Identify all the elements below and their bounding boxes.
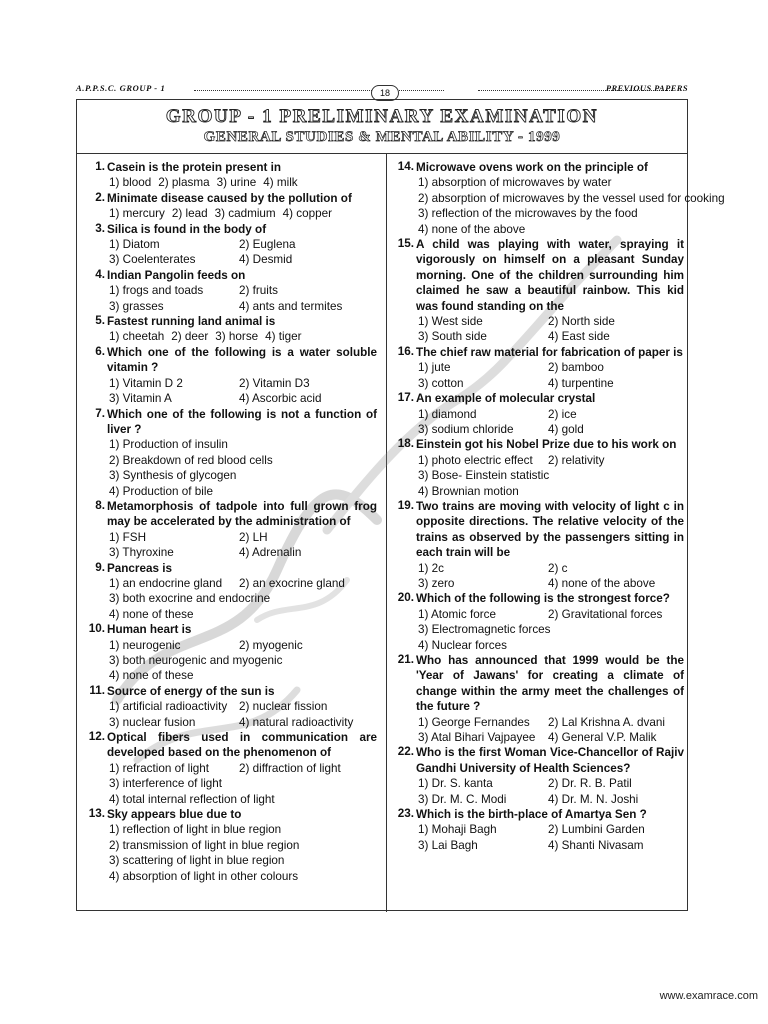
answer-option: 3) nuclear fusion <box>109 715 196 729</box>
options-row <box>83 792 377 807</box>
options-row <box>392 638 684 653</box>
question-text: Who is the first Woman Vice-Chancellor of Rajiv Gandhi University of Health Sciences? <box>416 746 684 775</box>
answer-option: 4) none of the above <box>418 222 526 236</box>
question-number: 20. <box>397 591 414 605</box>
options-row <box>83 175 377 190</box>
options-row <box>83 376 377 391</box>
question-item <box>392 160 725 237</box>
options-row <box>392 484 684 499</box>
right-column <box>392 160 725 853</box>
question-number: 3. <box>95 221 105 235</box>
options-row <box>83 545 377 560</box>
answer-option: 2) deer <box>171 330 209 344</box>
options-row <box>392 191 725 206</box>
answer-option: 4) none of these <box>109 669 194 683</box>
options-row <box>83 252 377 267</box>
question-text: Which one of the following is not a function of liver ? <box>107 407 377 436</box>
answer-option: 2) Gravitational forces <box>548 607 663 621</box>
answer-option: 2) Breakdown of red blood cells <box>109 453 273 467</box>
question-text: Two trains are moving with velocity of light c in opposite directions. The relative velocity of the trains as observed by the passengers sitting in each train will be <box>416 499 684 560</box>
options-row <box>83 453 377 468</box>
question-text: Which is the birth-place of Amartya Sen ? <box>416 808 647 822</box>
question-text: Indian Pangolin feeds on <box>107 268 246 282</box>
answer-option: 3) sodium chloride <box>418 422 514 436</box>
answer-option: 4) tiger <box>265 330 302 344</box>
answer-option: 3) Lai Bagh <box>418 838 478 852</box>
answer-option: 4) none of the above <box>548 576 656 590</box>
answer-option: 4) none of these <box>109 607 194 621</box>
question-text: Silica is found in the body of <box>107 222 267 236</box>
question-text: An example of molecular crystal <box>416 392 596 406</box>
question-item <box>392 653 684 745</box>
answer-option: 2) diffraction of light <box>239 761 341 775</box>
question-text: Who has announced that 1999 would be the 'Year of Jawans' for creating a climate of change within the army meet the challenges of the future ? <box>416 654 684 714</box>
question-text: A child was playing with water, spraying it vigorously on himself on a pleasant Sunday morning. One of the children surrounding him claimed he saw a beautiful rainbow. This kid was found standing on the <box>416 238 684 313</box>
question-item <box>392 591 684 653</box>
options-row <box>392 715 684 730</box>
answer-option: 1) Diatom <box>109 238 160 252</box>
answer-option: 3) Electromagnetic forces <box>418 623 551 637</box>
options-row <box>392 561 684 576</box>
answer-option: 1) Atomic force <box>418 607 496 621</box>
page-number: 18 <box>371 85 399 101</box>
question-item <box>83 807 377 884</box>
running-head-right: PREVIOUS PAPERS <box>605 83 688 93</box>
options-row <box>392 468 684 483</box>
options-row <box>392 422 684 437</box>
answer-option: 4) gold <box>548 422 584 436</box>
answer-option: 4) absorption of light in other colours <box>109 869 299 883</box>
options-row <box>392 730 684 745</box>
answer-option: 4) Adrenalin <box>239 546 302 560</box>
question-item <box>83 314 377 345</box>
question-item <box>392 499 684 591</box>
options-row <box>392 407 684 422</box>
question-text: Which one of the following is a water soluble vitamin ? <box>107 345 377 375</box>
question-text: Metamorphosis of tadpole into full grown frog may be accelerated by the administration of <box>107 499 377 529</box>
question-number: 1. <box>95 160 105 173</box>
question-number: 13. <box>88 807 105 821</box>
answer-option: 2) c <box>548 561 568 575</box>
answer-option: 1) absorption of microwaves by water <box>418 176 612 190</box>
answer-option: 4) East side <box>548 330 610 344</box>
answer-option: 3) cotton <box>418 376 464 390</box>
options-row <box>83 761 377 776</box>
answer-option: 2) transmission of light in blue region <box>109 838 300 852</box>
options-row <box>392 175 684 190</box>
question-item <box>83 345 377 407</box>
options-row <box>392 453 684 468</box>
answer-option: 4) Shanti Nivasam <box>548 838 644 852</box>
question-item <box>83 407 377 499</box>
options-row <box>83 329 377 344</box>
question-text: Source of energy of the sun is <box>107 684 275 698</box>
exam-header <box>77 100 687 154</box>
answer-option: 4) milk <box>263 176 298 190</box>
question-number: 19. <box>397 498 414 512</box>
question-item <box>392 437 684 499</box>
answer-option: 4) Dr. M. N. Joshi <box>548 792 639 806</box>
answer-option: 3) both exocrine and endocrine <box>109 592 271 606</box>
question-item <box>392 391 684 437</box>
options-row <box>392 822 684 837</box>
options-row <box>83 869 377 884</box>
question-text: Sky appears blue due to <box>107 808 242 822</box>
answer-option: 1) mercury <box>109 207 165 221</box>
options-row <box>83 776 377 791</box>
answer-option: 4) copper <box>282 207 333 221</box>
question-item <box>83 499 377 561</box>
question-number: 21. <box>397 653 414 666</box>
answer-option: 2) Lumbini Garden <box>548 823 645 837</box>
answer-option: 2) absorption of microwaves by the vessel used for cooking <box>418 191 725 205</box>
question-number: 11. <box>89 683 105 697</box>
answer-option: 1) refraction of light <box>109 761 210 775</box>
options-row <box>392 607 684 622</box>
answer-option: 3) cadmium <box>214 207 276 221</box>
exam-subtitle: GENERAL STUDIES & MENTAL ABILITY - 1999 <box>203 129 561 145</box>
answer-option: 3) horse <box>215 330 259 344</box>
question-number: 18. <box>397 437 414 451</box>
answer-option: 4) Desmid <box>239 253 293 267</box>
answer-option: 1) West side <box>418 315 483 329</box>
answer-option: 4) natural radioactivity <box>239 715 354 729</box>
answer-option: 3) both neurogenic and myogenic <box>109 654 283 667</box>
question-text: Pancreas is <box>107 561 172 575</box>
running-head-left: A.P.P.S.C. GROUP - 1 <box>76 83 166 93</box>
options-row <box>83 206 377 221</box>
options-row <box>83 838 377 853</box>
answer-option: 2) LH <box>239 530 268 544</box>
answer-option: 1) diamond <box>418 407 477 421</box>
options-row <box>83 607 377 622</box>
question-text: Optical fibers used in communication are developed based on the phenomenon of <box>107 731 377 760</box>
answer-option: 1) neurogenic <box>109 638 181 652</box>
answer-option: 3) Bose- Einstein statistic <box>418 469 550 483</box>
question-text: Human heart is <box>107 623 192 637</box>
question-item <box>83 268 377 314</box>
question-number: 15. <box>397 237 414 251</box>
answer-option: 2) ice <box>548 407 577 421</box>
options-row <box>392 576 684 591</box>
answer-option: 2) North side <box>548 315 615 329</box>
options-row <box>83 237 377 252</box>
answer-option: 1) reflection of light in blue region <box>109 823 282 837</box>
answer-option: 3) South side <box>418 330 487 344</box>
options-row <box>83 853 377 868</box>
column-divider <box>386 154 387 912</box>
options-row <box>392 314 684 329</box>
answer-option: 4) Ascorbic acid <box>239 392 322 406</box>
question-number: 17. <box>397 391 414 405</box>
options-row <box>83 484 377 499</box>
options-row <box>83 715 377 730</box>
answer-option: 4) Production of bile <box>109 484 213 498</box>
options-row <box>392 622 684 637</box>
answer-option: 4) total internal reflection of light <box>109 792 275 806</box>
answer-option: 2) fruits <box>239 284 278 298</box>
question-number: 8. <box>95 498 105 512</box>
options-row <box>83 699 377 714</box>
answer-option: 2) Dr. R. B. Patil <box>548 777 632 791</box>
options-row <box>83 822 377 837</box>
answer-option: 3) reflection of the microwaves by the food <box>418 207 638 221</box>
options-row <box>83 638 377 653</box>
answer-option: 4) Brownian motion <box>418 484 519 498</box>
answer-option: 4) Nuclear forces <box>418 638 507 652</box>
question-item <box>83 730 377 807</box>
answer-option: 3) interference of light <box>109 777 223 791</box>
question-item <box>392 345 684 391</box>
answer-option: 2) bamboo <box>548 361 604 375</box>
answer-option: 4) ants and termites <box>239 299 343 313</box>
answer-option: 3) Thyroxine <box>109 546 174 560</box>
answer-option: 4) General V.P. Malik <box>548 731 657 745</box>
question-number: 2. <box>95 190 105 204</box>
question-number: 9. <box>95 560 105 574</box>
answer-option: 1) Vitamin D 2 <box>109 376 183 390</box>
answer-option: 1) George Fernandes <box>418 715 530 729</box>
options-row <box>392 792 684 807</box>
question-number: 12. <box>88 730 105 744</box>
answer-option: 3) grasses <box>109 299 164 313</box>
question-number: 16. <box>397 344 414 358</box>
options-row <box>392 222 684 237</box>
answer-option: 3) zero <box>418 576 455 590</box>
options-row <box>83 468 377 483</box>
question-item <box>83 561 377 623</box>
answer-option: 3) scattering of light in blue region <box>109 854 285 868</box>
options-row <box>392 329 684 344</box>
exam-title: GROUP - 1 PRELIMINARY EXAMINATION <box>165 106 599 127</box>
question-text: Casein is the protein present in <box>107 161 282 174</box>
answer-option: 4) turpentine <box>548 376 614 390</box>
answer-option: 1) cheetah <box>109 330 165 344</box>
answer-option: 2) Vitamin D3 <box>239 376 310 390</box>
running-head-dots-left <box>194 90 444 91</box>
options-row <box>83 653 377 668</box>
answer-option: 1) jute <box>418 361 451 375</box>
options-row <box>392 376 684 391</box>
question-number: 7. <box>95 406 105 420</box>
question-text: The chief raw material for fabrication of paper is <box>416 345 683 359</box>
answer-option: 3) urine <box>216 176 257 190</box>
answer-option: 2) myogenic <box>239 638 303 652</box>
question-text: Which of the following is the strongest force? <box>416 592 670 606</box>
question-number: 23. <box>397 807 414 821</box>
answer-option: 1) Dr. S. kanta <box>418 777 493 791</box>
question-item <box>83 684 377 730</box>
answer-option: 2) plasma <box>158 176 210 190</box>
question-item <box>392 237 684 345</box>
options-row <box>83 437 377 452</box>
answer-option: 1) artificial radioactivity <box>109 700 228 714</box>
question-number: 14. <box>397 160 414 173</box>
question-item <box>392 807 684 853</box>
options-row <box>83 283 377 298</box>
answer-option: 2) an exocrine gland <box>239 576 345 590</box>
options-row <box>392 360 684 375</box>
answer-option: 3) Coelenterates <box>109 253 196 267</box>
options-row <box>392 838 684 853</box>
answer-option: 1) Mohaji Bagh <box>418 823 497 837</box>
question-number: 6. <box>95 344 105 358</box>
question-frame <box>76 99 725 911</box>
question-text: Minimate disease caused by the pollution of <box>107 191 352 205</box>
answer-option: 1) blood <box>109 176 152 190</box>
question-text: Microwave ovens work on the principle of <box>416 161 648 174</box>
answer-option: 1) an endocrine gland <box>109 576 223 590</box>
answer-option: 3) Dr. M. C. Modi <box>418 792 507 806</box>
answer-option: 2) Lal Krishna A. dvani <box>548 715 665 729</box>
answer-option: 1) FSH <box>109 530 147 544</box>
options-row <box>83 299 377 314</box>
answer-option: 1) 2c <box>418 561 444 575</box>
options-row <box>83 591 377 606</box>
answer-option: 3) Atal Bihari Vajpayee <box>418 731 536 745</box>
answer-option: 1) photo electric effect <box>418 453 533 467</box>
question-item <box>392 745 684 807</box>
options-row <box>83 668 377 683</box>
answer-option: 2) nuclear fission <box>239 700 328 714</box>
footer-website: www.examrace.com <box>659 990 758 1002</box>
options-row <box>83 391 377 406</box>
answer-option: 2) relativity <box>548 453 605 467</box>
question-number: 5. <box>95 314 105 328</box>
question-number: 10. <box>88 622 105 636</box>
question-text: Fastest running land animal is <box>107 315 276 329</box>
question-number: 22. <box>397 745 414 759</box>
question-item <box>83 622 377 684</box>
answer-option: 1) Production of insulin <box>109 438 228 452</box>
options-row <box>83 576 377 591</box>
question-number: 4. <box>95 267 105 281</box>
left-column <box>83 160 377 884</box>
options-row <box>392 776 684 791</box>
options-row <box>392 206 684 221</box>
answer-option: 3) Synthesis of glycogen <box>109 469 237 483</box>
question-item <box>83 191 377 222</box>
answer-option: 3) Vitamin A <box>109 392 172 406</box>
question-item <box>83 222 377 268</box>
answer-option: 2) lead <box>171 207 208 221</box>
options-row <box>83 530 377 545</box>
answer-option: 1) frogs and toads <box>109 284 204 298</box>
answer-option: 2) Euglena <box>239 238 296 252</box>
question-item <box>83 160 377 191</box>
question-text: Einstein got his Nobel Prize due to his work on <box>416 438 677 452</box>
